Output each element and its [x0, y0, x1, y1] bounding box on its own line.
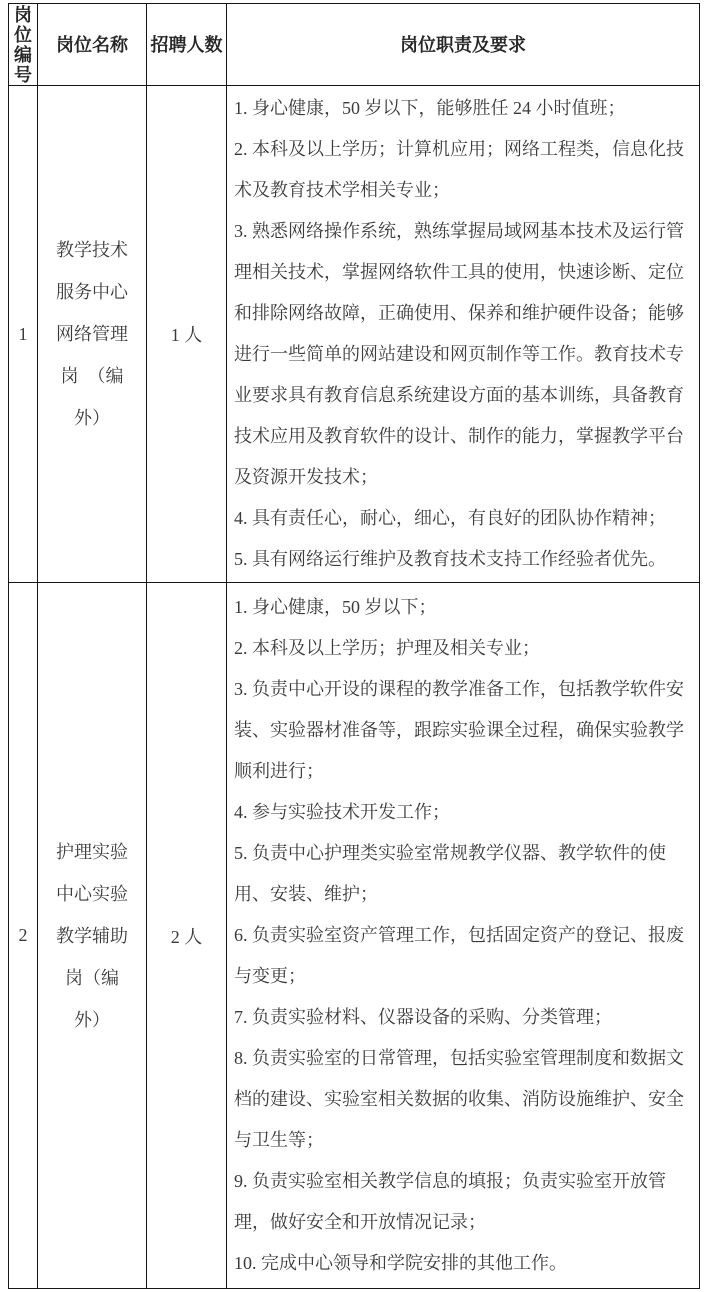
- position-name: 教学技术服务中心网络管理岗 （编外）: [38, 86, 147, 583]
- recruit-count: 2 人: [147, 583, 227, 1289]
- duty-item: 7. 负责实验材料、仪器设备的采购、分类管理；: [234, 1007, 612, 1027]
- duty-item: 2. 本科及以上学历；计算机应用；网络工程类，信息化技术及教育技术学相关专业；: [234, 139, 684, 200]
- duty-item: 3. 熟悉网络操作系统，熟练掌握局域网基本技术及运行管理相关技术，掌握网络软件工具的使用，快速诊断、定位和排除网络故障，正确使用、保养和维护硬件设备；能够进行一些简单的网站建设和网页制作等工作。教育技术专业要求具有教育信息系统建设方面的基本训练，具备教育技术应用及教育软件的设计、制作的能力，掌握教学平台及资源开发技术；: [234, 221, 684, 487]
- position-id: 1: [9, 86, 38, 583]
- duty-item: 4. 参与实验技术开发工作；: [234, 802, 450, 822]
- table-row: [9, 86, 700, 583]
- position-name: 护理实验中心实验教学辅助岗（编外）: [38, 583, 147, 1289]
- duty-item: 1. 身心健康，50 岁以下，能够胜任 24 小时值班；: [234, 98, 626, 118]
- duty-item: 5. 具有网络运行维护及教育技术支持工作经验者优先。: [234, 549, 666, 569]
- duty-item: 5. 负责中心护理类实验室常规教学仪器、教学软件的使用、安装、维护；: [234, 843, 666, 904]
- header-recruit-count: 招聘人数: [147, 4, 227, 86]
- position-duties: [227, 86, 700, 583]
- duty-item: 9. 负责实验室相关教学信息的填报；负责实验室开放管理，做好安全和开放情况记录；: [234, 1171, 666, 1232]
- duty-item: 1. 身心健康，50 岁以下；: [234, 597, 437, 617]
- header-duties: 岗位职责及要求: [227, 4, 700, 86]
- duty-item: 3. 负责中心开设的课程的教学准备工作，包括教学软件安装、实验器材准备等，跟踪实验课全过程，确保实验教学顺利进行；: [234, 679, 684, 781]
- header-position-name: 岗位名称: [38, 4, 147, 86]
- duty-item: 6. 负责实验室资产管理工作，包括固定资产的登记、报废与变更；: [234, 925, 684, 986]
- duty-item: 8. 负责实验室的日常管理，包括实验室管理制度和数据文档的建设、实验室相关数据的收集、消防设施维护、安全与卫生等；: [234, 1048, 684, 1150]
- table-header-row: [9, 4, 700, 86]
- duty-item: 4. 具有责任心，耐心，细心，有良好的团队协作精神；: [234, 508, 666, 528]
- recruit-count: 1 人: [147, 86, 227, 583]
- duty-item: 10. 完成中心领导和学院安排的其他工作。: [234, 1253, 567, 1273]
- table-row: [9, 583, 700, 1289]
- job-postings-table: [8, 3, 700, 1289]
- duty-item: 2. 本科及以上学历；护理及相关专业；: [234, 638, 540, 658]
- position-id: 2: [9, 583, 38, 1289]
- position-duties: [227, 583, 700, 1289]
- header-position-id: 岗位编号: [9, 4, 38, 86]
